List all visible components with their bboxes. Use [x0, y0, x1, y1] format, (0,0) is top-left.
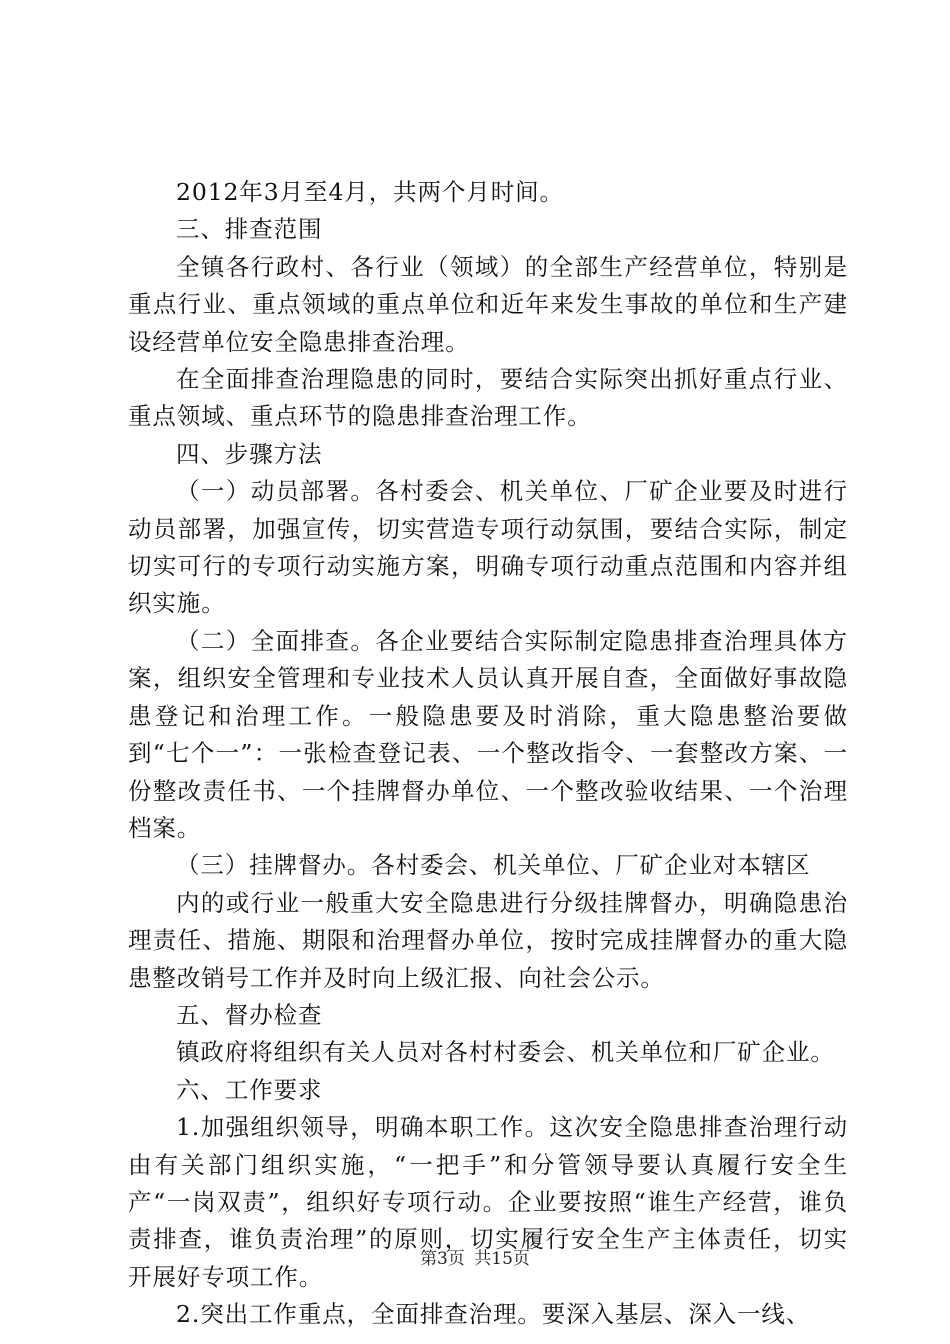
page-total: 共15页: [474, 1249, 530, 1269]
paragraph-scope: 全镇各行政村、各行业（领域）的全部生产经营单位，特别是重点行业、重点领域的重点单位和近年来发生事故的单位和生产建设经营单位安全隐患排查治理。: [128, 252, 848, 356]
paragraph-step-3: （三）挂牌督办。各村委会、机关单位、厂矿企业对本辖区: [176, 851, 811, 880]
paragraph-period: 2012年3月至4月，共两个月时间。: [176, 178, 564, 206]
paragraph-step-1: （一）动员部署。各村委会、机关单位、厂矿企业要及时进行动员部署，加强宣传，切实营造专项行动氛围，要结合实际，制定切实可行的专项行动实施方案，明确专项行动重点范围和内容并组织实施。: [128, 477, 848, 618]
paragraph-supervision: 镇政府将组织有关人员对各村村委会、机关单位和厂矿企业。: [176, 1038, 835, 1067]
document-body: [128, 174, 848, 1334]
paragraph-step-3-cont: 内的或行业一般重大安全隐患进行分级挂牌督办，明确隐患治理责任、措施、期限和治理督办单位，按时完成挂牌督办的重大隐患整改销号工作并及时向上级汇报、向社会公示。: [128, 888, 848, 992]
paragraph-requirement-1: 1.加强组织领导，明确本职工作。这次安全隐患排查治理行动由有关部门组织实施，“一把手”和分管领导要认真履行安全生产“一岗双责”，组织好专项行动。企业要按照“谁生产经营，谁负责排查，谁负责治理”的原则，切实履行安全生产主体责任，切实开展好专项工作。: [128, 1113, 848, 1291]
paragraph-step-2: （二）全面排查。各企业要结合实际制定隐患排查治理具体方案，组织安全管理和专业技术人员认真开展自查，全面做好事故隐患登记和治理工作。一般隐患要及时消除，重大隐患整治要做到“七个一”：一张检查登记表、一个整改指令、一套整改方案、一份整改责任书、一个挂牌督办单位、一个整改验收结果、一个治理档案。: [128, 626, 848, 842]
paragraph-requirement-2: 2.突出工作重点，全面排查治理。要深入基层、深入一线、: [176, 1300, 811, 1329]
heading-steps: 四、步骤方法: [176, 439, 323, 468]
heading-requirements: 六、工作要求: [176, 1075, 323, 1104]
page-footer: [0, 1244, 950, 1269]
paragraph-focus: 在全面排查治理隐患的同时，要结合实际突出抓好重点行业、重点领域、重点环节的隐患排查治理工作。: [128, 365, 848, 431]
page-number: 第3页: [420, 1249, 465, 1269]
heading-scope: 三、排查范围: [176, 215, 323, 244]
heading-supervision: 五、督办检查: [176, 1000, 323, 1029]
